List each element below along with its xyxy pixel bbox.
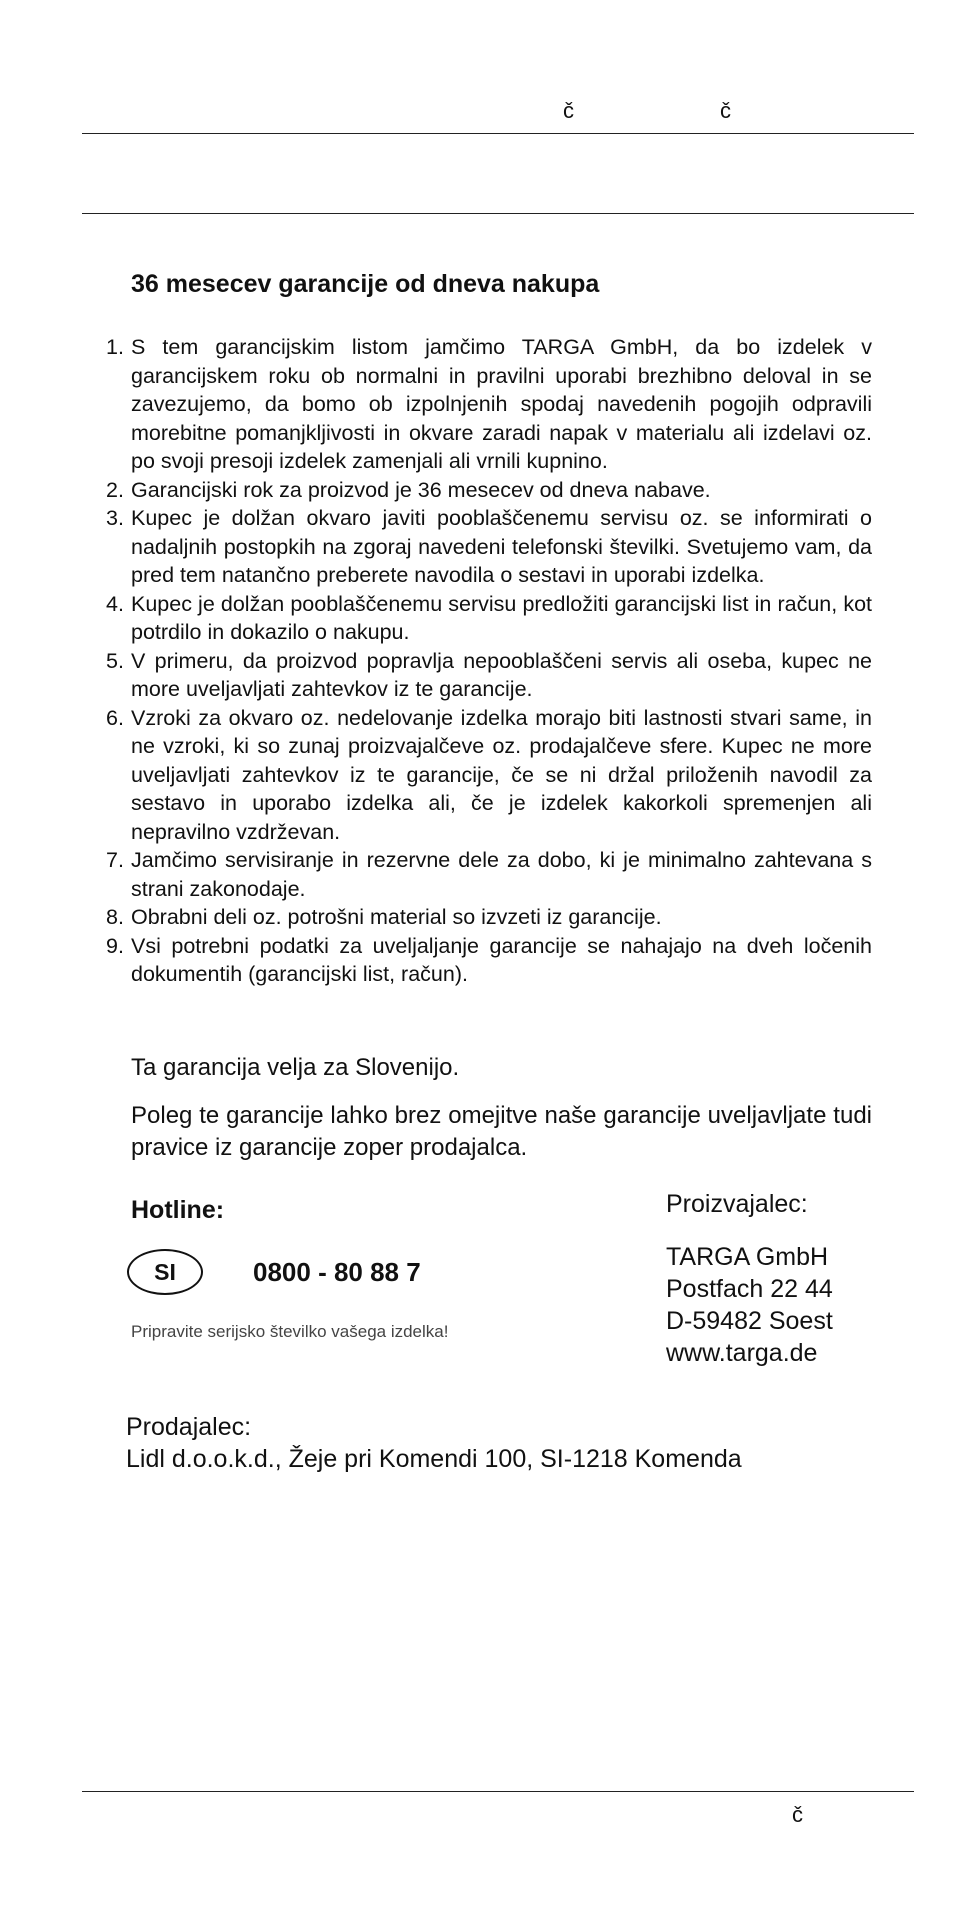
term-number: 8. (106, 905, 124, 929)
validity-statement: Ta garancija velja za Slovenijo. (131, 1054, 460, 1081)
hotline-phone-number: 0800 - 80 88 7 (253, 1257, 421, 1287)
warranty-term (106, 590, 872, 647)
warranty-term (106, 903, 872, 932)
warranty-term (106, 647, 872, 704)
term-number: 7. (106, 848, 124, 872)
term-number: 2. (106, 477, 124, 502)
seller-address: Lidl d.o.o.k.d., Žeje pri Komendi 100, SI-1218 Komenda (126, 1445, 742, 1473)
header-glyph: č (720, 98, 731, 123)
header-rule-lower (82, 213, 914, 214)
term-text: Kupec je dolžan pooblaščenemu servisu predložiti garancijski list in račun, kot potrdilo in dokazilo o nakupu. (131, 591, 872, 644)
warranty-title: 36 mesecev garancije od dneva nakupa (131, 270, 600, 298)
term-number: 6. (106, 705, 124, 730)
term-number: 4. (106, 591, 124, 616)
hotline-label: Hotline: (131, 1196, 225, 1224)
country-code-badge: SI (127, 1249, 203, 1295)
manufacturer-address (666, 1241, 833, 1369)
warranty-term (106, 504, 872, 590)
header-glyph: č (563, 98, 574, 123)
term-text: S tem garancijskim listom jamčimo TARGA GmbH, da bo izdelek v garancijskem roku ob normalni in pravilni uporabi brezhibno deloval in se zavezujemo, da bomo ob izpolnjenih spodaj navedenih pogojih odpravili morebitne pomanjkljivosti in okvare zaradi napak v materialu ali izdelavi oz. po svoji presoji izdelek zamenjali ali vrnili kupnino. (131, 335, 872, 473)
manufacturer-city: D-59482 Soest (666, 1307, 833, 1335)
manufacturer-postbox: Postfach 22 44 (666, 1275, 833, 1303)
rights-note: Poleg te garancije lahko brez omejitve naše garancije uveljavljate tudi pravice iz garancije zoper prodajalca. (131, 1102, 872, 1161)
warranty-term (106, 476, 872, 505)
term-number: 1. (106, 335, 124, 359)
term-number: 3. (106, 506, 124, 530)
term-text: Jamčimo servisiranje in rezervne dele za dobo, ki je minimalno zahtevana s strani zakonodaje. (131, 848, 872, 901)
term-text: Kupec je dolžan okvaro javiti pooblaščenemu servisu oz. se informirati o nadaljnih postopkih na zgoraj navedeni telefonski številki. Svetujemo vam, da pred tem natančno preberete navodila o sestavi in uporabi izdelka. (131, 506, 872, 587)
header-rule (82, 133, 914, 134)
term-text: Vsi potrebni podatki za uveljaljanje garancije se nahajajo na dveh ločenih dokumentih (garancijski list, račun). (131, 933, 872, 986)
term-text: Obrabni deli oz. potrošni material so izvzeti iz garancije. (131, 905, 662, 929)
footer-glyph: č (792, 1802, 803, 1827)
warranty-term (106, 704, 872, 847)
term-number: 9. (106, 933, 124, 958)
term-text: Garancijski rok za proizvod je 36 mesecev od dneva nabave. (131, 477, 711, 502)
footer-rule (82, 1791, 914, 1792)
seller-label: Prodajalec: (126, 1413, 252, 1441)
manufacturer-label: Proizvajalec: (666, 1190, 808, 1218)
warranty-term (106, 846, 872, 903)
term-number: 5. (106, 648, 124, 673)
warranty-terms-list (106, 333, 872, 989)
manufacturer-website: www.targa.de (666, 1339, 818, 1367)
warranty-term (106, 932, 872, 989)
manufacturer-name: TARGA GmbH (666, 1243, 829, 1271)
serial-number-note: Pripravite serijsko številko vašega izdelka! (131, 1322, 449, 1341)
term-text: V primeru, da proizvod popravlja nepooblaščeni servis ali oseba, kupec ne more uveljavljati zahtevkov iz te garancije. (131, 648, 872, 701)
term-text: Vzroki za okvaro oz. nedelovanje izdelka morajo biti lastnosti stvari same, in ne vzroki, ki so zunaj proizvajalčeve oz. prodajalčeve sfere. Kupec ne more uveljavljati zahtevkov iz te garancije, če se ni držal priloženih navodil za sestavo in uporabo izdelka ali, če je izdelek kakorkoli spremenjen ali nepravilno vzdrževan. (131, 705, 872, 844)
warranty-term (106, 333, 872, 476)
